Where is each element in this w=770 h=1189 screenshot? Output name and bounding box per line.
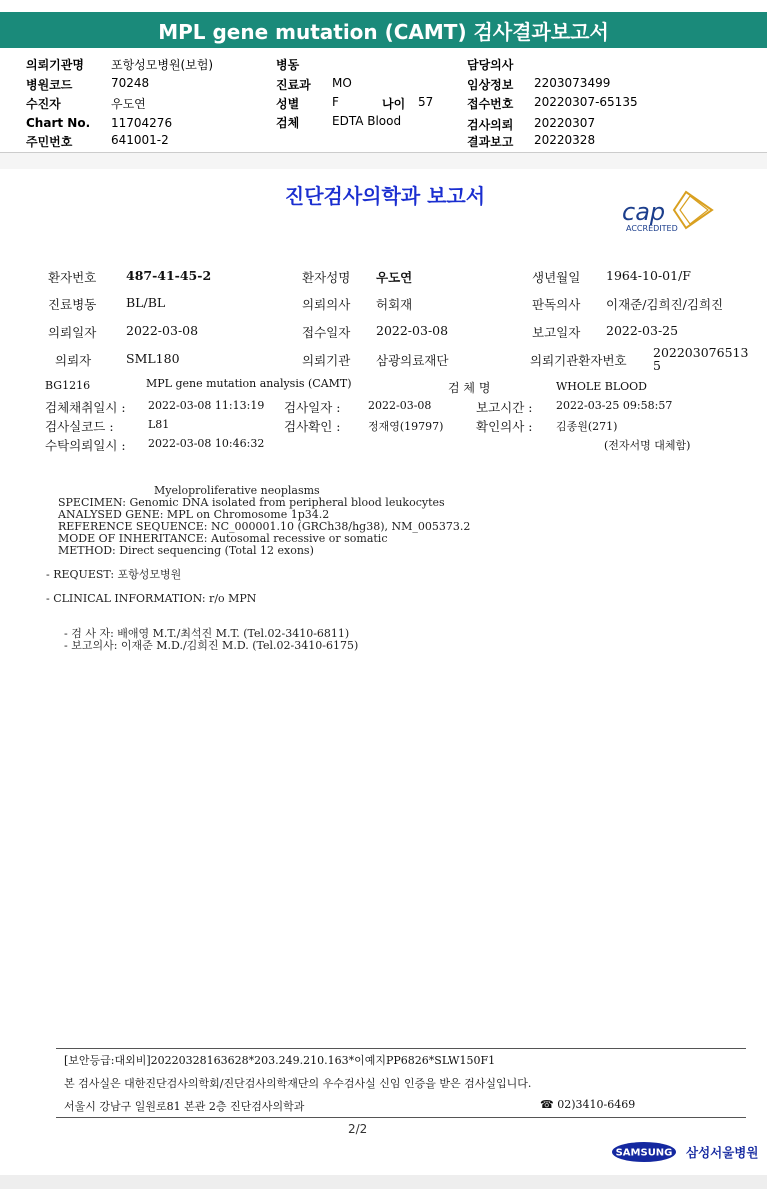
- reqorg-label: 의뢰기관: [302, 353, 351, 368]
- dob-value: 1964-10-01/F: [606, 268, 691, 283]
- footer-bottom-line: [56, 1117, 746, 1118]
- repdate-label: 보고일자: [532, 325, 581, 340]
- dept-value: MO: [332, 76, 352, 90]
- recdate-label: 접수일자: [302, 325, 351, 340]
- collect-label: 검체채취일시 :: [45, 400, 126, 415]
- ward2-value: BL/BL: [126, 295, 166, 310]
- orgpid-label: 의뢰기관환자번호: [530, 353, 627, 368]
- reporter-line: - 보고의사: 이재준 M.D./김희진 M.D. (Tel.02-3410-6175): [64, 639, 359, 652]
- labcode-label: 검사실코드 :: [45, 419, 114, 434]
- test-specimen-label: 검 체 명: [448, 381, 491, 395]
- request-value: 20220307: [534, 116, 596, 130]
- collect-value: 2022-03-08 11:13:19: [148, 399, 265, 412]
- result-value: 20220328: [534, 133, 596, 147]
- testdate-value: 2022-03-08: [368, 399, 432, 412]
- samsung-hospital-name: 삼성서울병원: [686, 1145, 759, 1160]
- reporttime-label: 보고시간 :: [476, 400, 533, 415]
- hospital-value: 포항성모병원(보험): [111, 58, 214, 72]
- cap-logo-sub: ACCREDITED: [626, 224, 678, 233]
- report-title: MPL gene mutation (CAMT) 검사결과보고서: [0, 12, 767, 48]
- patient-label: 수진자: [26, 97, 61, 111]
- sex-value: F: [332, 95, 339, 109]
- method-line: METHOD: Direct sequencing (Total 12 exons): [58, 544, 314, 557]
- reqdate-value: 2022-03-08: [126, 323, 199, 338]
- address-line: 서울시 강남구 일원로81 본관 2층 진단검사의학과: [64, 1100, 305, 1113]
- dept-label: 진료과: [276, 78, 311, 92]
- request-label: 검사의뢰: [467, 118, 514, 132]
- age-label: 나이: [382, 97, 406, 111]
- pname-label: 환자성명: [302, 270, 351, 285]
- reqdate-label: 의뢰일자: [48, 325, 97, 340]
- ssn-label: 주민번호: [26, 135, 73, 149]
- reporttime-value: 2022-03-25 09:58:57: [556, 399, 673, 412]
- confirmdoc-label: 확인의사 :: [476, 419, 533, 434]
- recdate-value: 2022-03-08: [376, 323, 449, 338]
- specimen-line: SPECIMEN: Genomic DNA isolated from peripheral blood leukocytes: [58, 496, 445, 509]
- esign-note: (전자서명 대체함): [604, 439, 691, 452]
- test-code: BG1216: [45, 379, 91, 392]
- clinical-value: 2203073499: [534, 76, 611, 90]
- reqdoc-label: 의뢰의사: [302, 297, 351, 312]
- cap-accredited-logo: [620, 190, 720, 234]
- labcode-value: L81: [148, 418, 170, 431]
- ssn-value: 641001-2: [111, 133, 169, 147]
- ward2-label: 진료병동: [48, 297, 97, 312]
- result-label: 결과보고: [467, 135, 514, 149]
- phone-line: ☎ 02)3410-6469: [540, 1098, 636, 1111]
- patient-value: 우도연: [111, 97, 146, 111]
- samsung-hospital-logo: [612, 1140, 759, 1164]
- pname-value: 우도연: [376, 270, 413, 285]
- cap-logo-text: cap: [622, 198, 666, 226]
- clinical-label: 임상정보: [467, 78, 514, 92]
- confirm-label: 검사확인 :: [284, 419, 341, 434]
- repdate-value: 2022-03-25: [606, 323, 679, 338]
- accreditation-notice: 본 검사실은 대한진단검사의학회/진단검사의학재단의 우수검사실 신임 인증을 받은 검사실입니다.: [64, 1077, 532, 1090]
- page-number: 2/2: [348, 1122, 368, 1136]
- inheritance-line: MODE OF INHERITANCE: Autosomal recessive or somatic: [58, 532, 388, 545]
- chart-label: Chart No.: [26, 116, 91, 130]
- reference-line: REFERENCE SEQUENCE: NC_000001.10 (GRCh38/hg38), NM_005373.2: [58, 520, 471, 533]
- doctor-label: 담당의사: [467, 58, 514, 72]
- test-name: MPL gene mutation analysis (CAMT): [146, 377, 352, 390]
- orgpid-value-1: 202203076513: [653, 345, 749, 360]
- dob-label: 생년월일: [532, 270, 581, 285]
- receipt-value: 20220307-65135: [534, 95, 638, 109]
- requester-value: SML180: [126, 351, 180, 366]
- hospcode-label: 병원코드: [26, 78, 73, 92]
- readdoc-value: 이재준/김희진/김희진: [606, 297, 724, 312]
- reqorg-value: 삼광의료재단: [376, 353, 449, 368]
- chart-value: 11704276: [111, 116, 173, 130]
- clinical-line: - CLINICAL INFORMATION: r/o MPN: [46, 592, 257, 605]
- receipt-label: 접수번호: [467, 97, 514, 111]
- header-band: [0, 153, 767, 169]
- consign-label: 수탁의뢰일시 :: [45, 438, 126, 453]
- security-line: [보안등급:대외비]20220328163628*203.249.210.163*이예지PP6826*SLW150F1: [64, 1054, 496, 1067]
- pid-value: 487-41-45-2: [126, 268, 212, 283]
- request-line: - REQUEST: 포항성모병원: [46, 568, 182, 581]
- diagnosis-line: Myeloproliferative neoplasms: [154, 484, 320, 497]
- document-title: 진단검사의학과 보고서: [284, 184, 486, 208]
- specimen-value: EDTA Blood: [332, 114, 402, 128]
- gene-line: ANALYSED GENE: MPL on Chromosome 1p34.2: [58, 508, 330, 521]
- bottom-band: [0, 1175, 767, 1189]
- hospital-label: 의뢰기관명: [26, 58, 84, 72]
- test-specimen-value: WHOLE BLOOD: [556, 380, 647, 393]
- confirm-value: 정재영(19797): [368, 420, 444, 433]
- tester-line: - 검 사 자: 배애영 M.T./최석진 M.T. (Tel.02-3410-6811): [64, 627, 350, 640]
- testdate-label: 검사일자 :: [284, 400, 341, 415]
- samsung-wordmark: SAMSUNG: [615, 1147, 673, 1159]
- footer-top-line: [56, 1048, 746, 1049]
- sex-label: 성별: [276, 97, 300, 111]
- pid-label: 환자번호: [48, 270, 97, 285]
- readdoc-label: 판독의사: [532, 297, 581, 312]
- ward-label: 병동: [276, 58, 300, 72]
- requester-label: 의뢰자: [55, 353, 92, 368]
- specimen-label: 검체: [276, 116, 300, 130]
- hospcode-value: 70248: [111, 76, 150, 90]
- orgpid-value-2: 5: [653, 358, 661, 373]
- confirmdoc-value: 김종원(271): [556, 420, 618, 433]
- age-value: 57: [418, 95, 434, 109]
- reqdoc-value: 허회재: [376, 297, 413, 312]
- consign-value: 2022-03-08 10:46:32: [148, 437, 265, 450]
